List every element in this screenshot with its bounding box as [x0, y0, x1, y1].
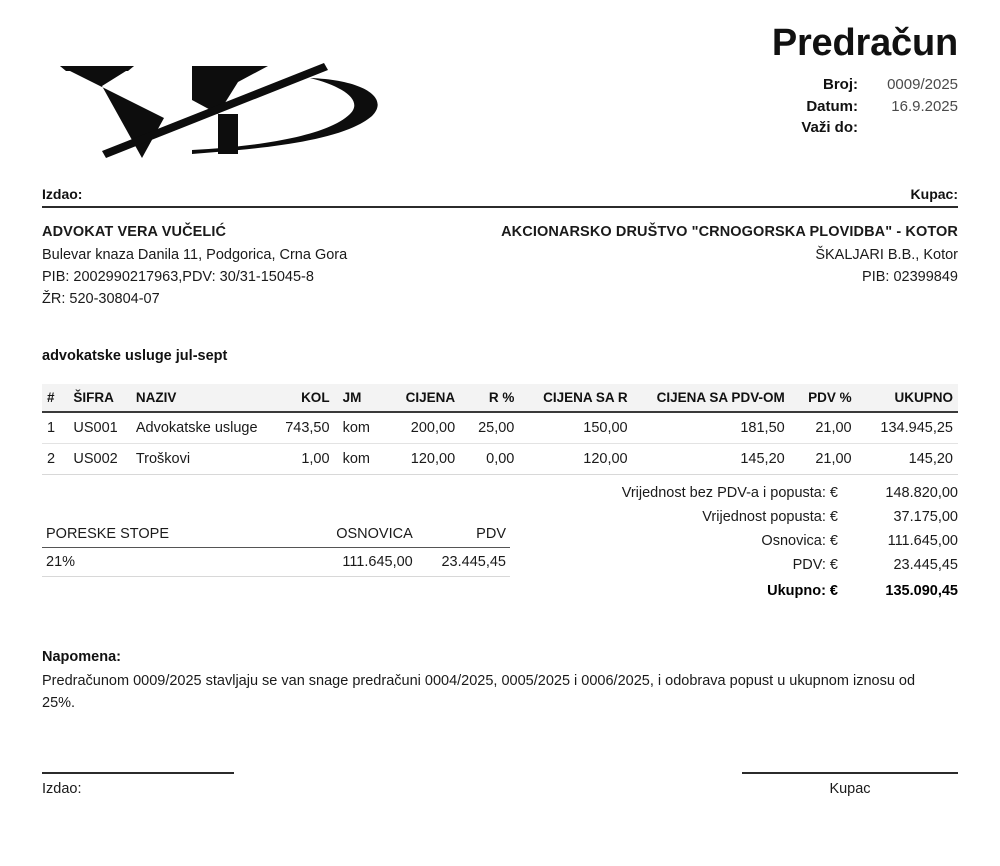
signature-issuer	[42, 772, 234, 797]
document-title: Predračun	[771, 22, 958, 64]
cell-cijena: 200,00	[384, 412, 460, 444]
cell-ukupno: 145,20	[857, 444, 958, 475]
col-osnovica: OSNOVICA	[285, 523, 417, 548]
cell-kolicina: 1,00	[263, 444, 335, 475]
table-row	[42, 412, 958, 444]
cell-sifra: US002	[68, 444, 130, 475]
note-section	[42, 647, 958, 714]
totals-value-bez-pdv: 148.820,00	[885, 485, 958, 502]
tax-header-row	[42, 523, 510, 548]
col-poreske-stope: PORESKE STOPE	[42, 523, 285, 548]
issuer-bank-account: ŽR: 520-30804-07	[42, 291, 160, 308]
cell-kolicina: 743,50	[263, 412, 335, 444]
totals-value-ukupno: 135.090,45	[885, 583, 958, 600]
items-header-row	[42, 384, 958, 412]
parties-section	[42, 186, 958, 310]
meta-row-datum	[628, 96, 958, 118]
cell-jm: kom	[335, 412, 384, 444]
totals-label-ukupno: Ukupno: €	[767, 583, 838, 600]
company-logo	[42, 18, 402, 168]
signature-line-buyer	[742, 772, 958, 774]
totals-label-pdv: PDV: €	[792, 557, 838, 574]
col-cijena: CIJENA	[384, 384, 460, 412]
totals-row-osnovica	[622, 529, 958, 553]
col-naziv: NAZIV	[131, 384, 263, 412]
parties-heading-row	[42, 186, 958, 208]
col-jm: JM	[335, 384, 384, 412]
cell-pdv: 23.445,45	[417, 548, 510, 577]
cell-sifra: US001	[68, 412, 130, 444]
cell-cijena-sa-r: 120,00	[519, 444, 632, 475]
signature-label-issuer: Izdao:	[42, 781, 82, 797]
table-row	[42, 444, 958, 475]
cell-poreska-stopa: 21%	[42, 548, 285, 577]
summary-section	[42, 479, 958, 603]
parties-body	[42, 221, 958, 310]
meta-row-vazi-do	[628, 117, 958, 139]
table-row	[42, 548, 510, 577]
col-pdv: PDV	[417, 523, 510, 548]
document-header	[42, 0, 958, 160]
signature-line-issuer	[42, 772, 234, 774]
issuer-name: ADVOKAT VERA VUČELIĆ	[42, 224, 227, 240]
cell-cijena-sa-r: 150,00	[519, 412, 632, 444]
meta-value-datum: 16.9.2025	[891, 97, 958, 115]
col-cijena-sa-pdv: CIJENA SA PDV-OM	[633, 384, 790, 412]
col-cijena-sa-r: CIJENA SA R	[519, 384, 632, 412]
cell-osnovica: 111.645,00	[285, 548, 417, 577]
totals-row-base	[622, 481, 958, 505]
meta-label-datum: Datum:	[806, 97, 858, 115]
meta-label-broj: Broj:	[823, 75, 858, 93]
document-meta	[628, 18, 958, 139]
signature-label-buyer: Kupac	[829, 781, 871, 797]
totals-label-popust: Vrijednost popusta: €	[702, 509, 838, 526]
totals-table	[622, 481, 958, 603]
meta-value-broj: 0009/2025	[887, 75, 958, 93]
cell-pdv-procenat: 21,00	[790, 444, 857, 475]
item-group-title: advokatske usluge jul-sept	[42, 348, 228, 365]
col-index: #	[42, 384, 68, 412]
buyer-block	[501, 221, 958, 310]
tax-rates-table	[42, 523, 510, 577]
meta-label-vazi-do: Važi do:	[801, 119, 858, 137]
issuer-tax-ids: PIB: 2002990217963,PDV: 30/31-15045-8	[42, 269, 314, 286]
cell-rabat: 0,00	[460, 444, 519, 475]
buyer-name: AKCIONARSKO DRUŠTVO "CRNOGORSKA PLOVIDBA" - KOTOR	[501, 224, 958, 240]
note-title: Napomena:	[42, 649, 121, 666]
totals-row-grand	[622, 577, 958, 603]
issuer-heading: Izdao:	[42, 186, 83, 202]
meta-row-broj	[628, 74, 958, 96]
cell-cijena-sa-pdv: 145,20	[633, 444, 790, 475]
issuer-block	[42, 221, 347, 310]
cell-cijena-sa-pdv: 181,50	[633, 412, 790, 444]
buyer-tax-id: PIB: 02399849	[862, 269, 958, 286]
totals-row-discount	[622, 505, 958, 529]
cell-jm: kom	[335, 444, 384, 475]
issuer-address: Bulevar knaza Danila 11, Podgorica, Crna Gora	[42, 247, 348, 264]
note-body: Predračunom 0009/2025 stavljaju se van snage predračuni 0004/2025, 0005/2025 i 0006/2025, i odobrava popust u ukupnom iznosu od 25%.	[42, 672, 916, 711]
totals-label-osnovica: Osnovica: €	[761, 533, 838, 550]
cell-index: 1	[42, 412, 68, 444]
cell-index: 2	[42, 444, 68, 475]
buyer-heading: Kupac:	[910, 186, 958, 202]
totals-value-pdv: 23.445,45	[893, 557, 958, 574]
cell-naziv: Troškovi	[131, 444, 263, 475]
totals-value-osnovica: 111.645,00	[887, 533, 958, 550]
col-pdv-procenat: PDV %	[790, 384, 857, 412]
col-ukupno: UKUPNO	[857, 384, 958, 412]
totals-value-popust: 37.175,00	[893, 509, 958, 526]
cell-rabat: 25,00	[460, 412, 519, 444]
items-table	[42, 384, 958, 475]
col-sifra: ŠIFRA	[68, 384, 130, 412]
totals-row-pdv	[622, 553, 958, 577]
totals-label-bez-pdv: Vrijednost bez PDV-a i popusta: €	[621, 485, 838, 502]
cell-naziv: Advokatske usluge	[131, 412, 263, 444]
cell-pdv-procenat: 21,00	[790, 412, 857, 444]
buyer-address: ŠKALJARI B.B., Kotor	[815, 247, 958, 264]
cell-cijena: 120,00	[384, 444, 460, 475]
cell-ukupno: 134.945,25	[857, 412, 958, 444]
col-kolicina: KOL	[263, 384, 335, 412]
signature-buyer	[742, 772, 958, 797]
col-rabat: R %	[460, 384, 519, 412]
signature-section	[42, 772, 958, 797]
